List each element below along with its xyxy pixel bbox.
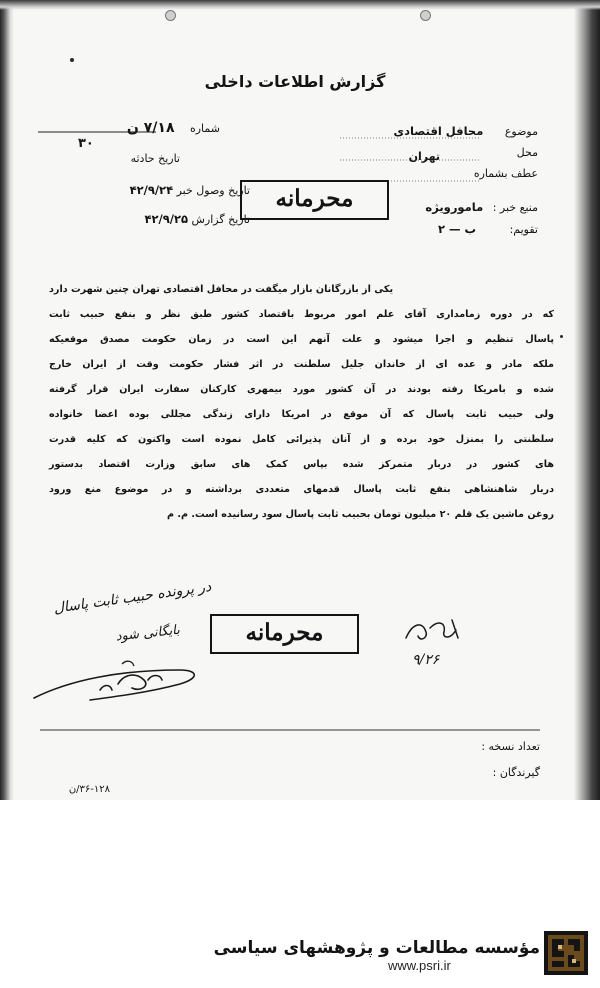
number-label: شماره	[189, 122, 220, 135]
scan-edge-top	[0, 0, 600, 10]
footer-area	[0, 800, 600, 988]
rating-value: ب — ۲	[437, 222, 477, 236]
punch-hole	[165, 10, 176, 21]
institute-url[interactable]: www.psri.ir	[388, 958, 451, 973]
source-label: منبع خبر :	[492, 201, 538, 214]
place-label: محل	[516, 146, 538, 159]
handwritten-initials	[400, 608, 470, 648]
handwritten-signature-scribble	[30, 640, 210, 715]
body-line-8: های کشور در دربار متمرکز شده بپاس کمک های سابق وزارت اقتصاد بدستور	[49, 459, 554, 470]
ink-speck	[70, 58, 74, 62]
receipt-date-label: تاریخ وصول خبر	[176, 184, 250, 197]
handwritten-archive-note: بایگانی شود	[114, 622, 181, 645]
body-line-5: شده و بامریکا رفته بودند در آن کشور مورد بیمهری کارکنان سفارت ایران قرار گرفته	[49, 384, 554, 395]
source-value: مامورویژه	[425, 200, 484, 214]
incident-date-label: تاریخ حادثه	[130, 152, 180, 165]
handwritten-file-note: در پرونده حبیب ثابت پاسال	[52, 578, 213, 617]
classification-stamp-top: محرمانه	[240, 180, 389, 220]
body-line-2: که در دوره زمامداری آقای علم امور مربوط باقتصاد کشور طبق نظر و بنفع حبیب ثابت	[49, 309, 554, 320]
body-line-1: یکی از بازرگانان بازار میگفت در محافل اقتصادی تهران چنین شهرت دارد	[49, 284, 394, 295]
scan-edge-right	[574, 0, 600, 800]
receipt-date-value: ۴۲/۹/۲۴	[129, 183, 174, 197]
number-underline	[38, 128, 158, 136]
body-line-4: ملکه مادر و عده ای از خاندان جلیل سلطنت در اثر فشار حکومت وقت از ایران خارج	[49, 359, 554, 370]
bottom-divider	[40, 728, 540, 732]
scan-edge-left	[0, 0, 14, 800]
recipients-label: گیرندگان :	[492, 766, 540, 779]
report-date-label: تاریخ گزارش	[191, 213, 250, 226]
classification-stamp-bottom: محرمانه	[210, 614, 359, 654]
number-value: ۷/۱۸ ن	[126, 120, 175, 136]
report-date-row	[40, 212, 250, 226]
form-code: ۳۶-۱۲۸/ن	[68, 784, 110, 795]
handwritten-date: ۹/۲۶	[412, 652, 440, 668]
place-value: تهران	[408, 150, 440, 163]
reference-label: عطف بشماره	[473, 167, 538, 180]
report-date-value: ۴۲/۹/۲۵	[144, 212, 188, 226]
receipt-date-row	[40, 183, 250, 197]
ink-speck	[560, 335, 563, 338]
copies-label: تعداد نسخه :	[481, 740, 540, 753]
institute-logo-icon	[544, 931, 588, 975]
rating-label: تقویم:	[509, 223, 538, 236]
punch-hole	[420, 10, 431, 21]
report-title: گزارش اطلاعات داخلی	[204, 72, 386, 91]
subject-label: موضوع	[504, 125, 538, 138]
number-sub: ۳۰	[78, 136, 94, 151]
body-line-9: دربار شاهنشاهی بنفع ثابت پاسال قدمهای متعددی برداشته و در موضوع منع ورود	[49, 484, 554, 495]
body-line-7: سلطنتی را بمنزل خود برده و از آنان پذیرائی کامل نموده است واکنون که کلیه قدرت	[49, 434, 554, 445]
institute-name: مؤسسه مطالعات و پژوهشهای سیاسی	[213, 938, 540, 958]
body-line-3: پاسال تنظیم و اجرا میشود و علت آنهم این است در زمان حکومت مصدق موقعیکه	[49, 334, 554, 345]
subject-value: محافل اقتصادی	[393, 124, 484, 138]
body-line-6: ولی حبیب ثابت پاسال که آن موقع در امریکا دارای زندگی مجللی بوده اعضا خانواده	[49, 409, 554, 420]
body-line-10: روغن ماشین یک قلم ۲۰ میلیون تومان بحبیب ثابت پاسال سود رسانیده است. م. م	[167, 509, 554, 520]
